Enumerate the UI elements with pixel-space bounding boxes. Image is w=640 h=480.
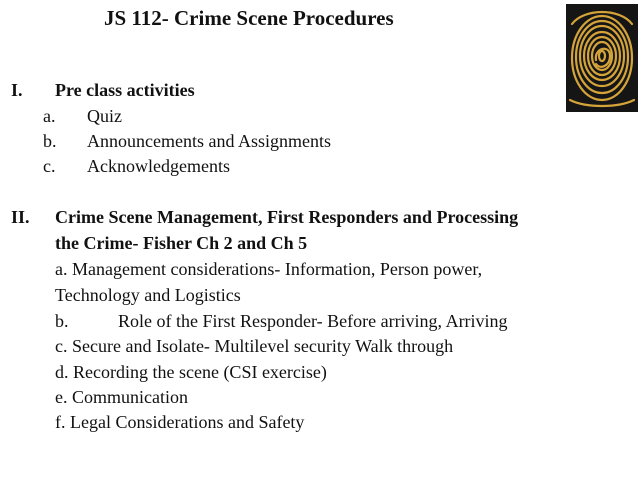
section-2-item-c: c. Secure and Isolate- Multilevel security Walk through [55, 336, 454, 356]
section-2-numeral: II. [11, 207, 30, 227]
section-1-item-c-marker: c. [43, 156, 56, 176]
fingerprint-icon [566, 4, 638, 112]
section-2-item-f: f. Legal Considerations and Safety [55, 412, 305, 432]
slide-title: JS 112- Crime Scene Procedures [104, 6, 394, 30]
section-2-item-b-marker: b. [55, 311, 69, 331]
section-2-item-b: Role of the First Responder- Before arriving, Arriving [118, 311, 508, 331]
section-2-item-d: d. Recording the scene (CSI exercise) [55, 362, 327, 382]
section-1-heading: Pre class activities [55, 80, 195, 100]
section-1-item-b-marker: b. [43, 131, 57, 151]
section-2-heading-line-1: Crime Scene Management, First Responders and Processing [55, 207, 519, 227]
section-1-item-c: Acknowledgements [87, 156, 230, 176]
section-2-item-a: a. Management considerations- Information, Person power, [55, 259, 483, 279]
section-2-item-e: e. Communication [55, 387, 188, 407]
section-1-numeral: I. [11, 80, 23, 100]
section-2-heading-line-2: the Crime- Fisher Ch 2 and Ch 5 [55, 233, 308, 253]
section-1-item-a: Quiz [87, 106, 122, 126]
section-1-item-a-marker: a. [43, 106, 56, 126]
section-1-item-b: Announcements and Assignments [87, 131, 331, 151]
section-2-item-a-continued: Technology and Logistics [55, 285, 241, 305]
